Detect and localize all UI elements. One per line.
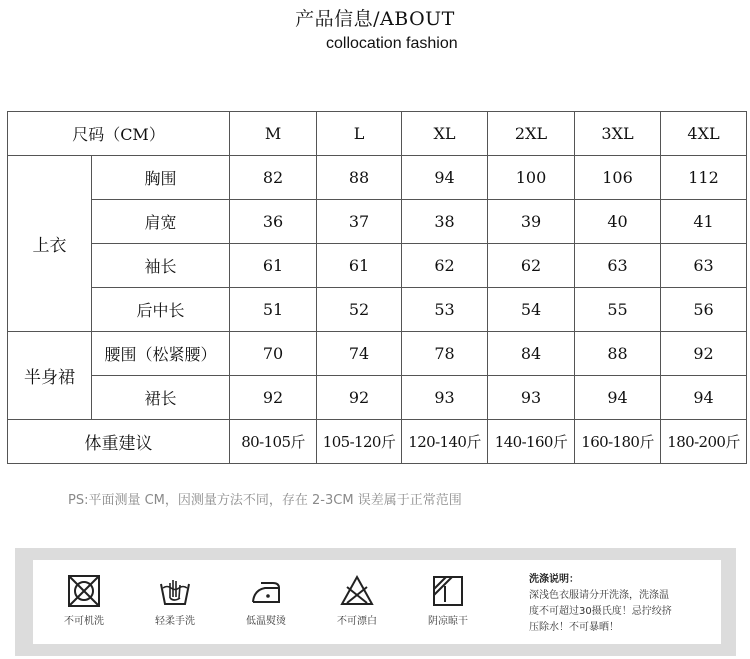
- measure-label: 肩宽: [92, 200, 230, 244]
- care-item: [49, 574, 119, 627]
- measure-label: 腰围（松紧腰）: [92, 332, 230, 376]
- care-instructions: [529, 572, 709, 636]
- value-cell: 53: [402, 288, 488, 332]
- table-row: [8, 200, 747, 244]
- value-cell: 106: [575, 156, 661, 200]
- size-header-cell: 4XL: [661, 112, 747, 156]
- value-cell: 94: [575, 376, 661, 420]
- weight-cell: 140-160斤: [488, 420, 575, 464]
- care-label: 阴凉晾干: [428, 616, 468, 627]
- low-temp-iron-icon: [231, 574, 301, 608]
- weight-label: 体重建议: [8, 420, 230, 464]
- value-cell: 62: [402, 244, 488, 288]
- value-cell: 52: [317, 288, 402, 332]
- value-cell: 39: [488, 200, 575, 244]
- gentle-hand-wash-icon: [140, 574, 210, 608]
- value-cell: 93: [402, 376, 488, 420]
- care-panel-inner: [33, 560, 721, 644]
- value-cell: 74: [317, 332, 402, 376]
- size-header-cell: M: [230, 112, 317, 156]
- group-label-skirt: 半身裙: [8, 332, 92, 420]
- value-cell: 40: [575, 200, 661, 244]
- no-bleach-icon: [322, 574, 392, 608]
- page-title: 产品信息/ABOUT: [295, 8, 455, 30]
- value-cell: 92: [317, 376, 402, 420]
- value-cell: 38: [402, 200, 488, 244]
- care-instructions-line: 压除水！不可暴晒！: [529, 622, 619, 633]
- value-cell: 36: [230, 200, 317, 244]
- table-row: [8, 156, 747, 200]
- value-cell: 70: [230, 332, 317, 376]
- measure-label: 裙长: [92, 376, 230, 420]
- weight-row: [8, 420, 747, 464]
- measure-label: 后中长: [92, 288, 230, 332]
- group-label-top: 上衣: [8, 156, 92, 332]
- value-cell: 88: [575, 332, 661, 376]
- weight-cell: 160-180斤: [575, 420, 661, 464]
- care-label: 不可机洗: [64, 616, 104, 627]
- value-cell: 61: [230, 244, 317, 288]
- measure-label: 胸围: [92, 156, 230, 200]
- weight-cell: 120-140斤: [402, 420, 488, 464]
- table-row: [8, 332, 747, 376]
- value-cell: 61: [317, 244, 402, 288]
- measure-label: 袖长: [92, 244, 230, 288]
- value-cell: 54: [488, 288, 575, 332]
- value-cell: 84: [488, 332, 575, 376]
- value-cell: 63: [661, 244, 747, 288]
- size-header-cell: L: [317, 112, 402, 156]
- value-cell: 100: [488, 156, 575, 200]
- weight-cell: 180-200斤: [661, 420, 747, 464]
- care-item: [140, 574, 210, 627]
- value-cell: 94: [661, 376, 747, 420]
- page-subtitle: collocation fashion: [326, 35, 458, 52]
- care-item: [413, 574, 483, 627]
- value-cell: 55: [575, 288, 661, 332]
- size-header-cell: 3XL: [575, 112, 661, 156]
- table-row: [8, 376, 747, 420]
- value-cell: 93: [488, 376, 575, 420]
- value-cell: 56: [661, 288, 747, 332]
- care-item: [231, 574, 301, 627]
- care-label: 不可漂白: [337, 616, 377, 627]
- value-cell: 88: [317, 156, 402, 200]
- size-table-body: [8, 112, 747, 464]
- value-cell: 51: [230, 288, 317, 332]
- care-instructions-line: 度不可超过30摄氏度！忌拧绞挤: [529, 606, 672, 617]
- value-cell: 92: [661, 332, 747, 376]
- value-cell: 41: [661, 200, 747, 244]
- shade-dry-icon: [413, 574, 483, 608]
- value-cell: 92: [230, 376, 317, 420]
- value-cell: 63: [575, 244, 661, 288]
- size-header-cell: 2XL: [488, 112, 575, 156]
- value-cell: 82: [230, 156, 317, 200]
- care-item: [322, 574, 392, 627]
- value-cell: 62: [488, 244, 575, 288]
- table-row: [8, 244, 747, 288]
- size-label-cell: 尺码（CM）: [8, 112, 230, 156]
- care-panel: [15, 548, 736, 656]
- care-label: 轻柔手洗: [155, 616, 195, 627]
- care-label: 低温熨烫: [246, 616, 286, 627]
- care-instructions-line: 深浅色衣服请分开洗涤，洗涤温: [529, 590, 669, 601]
- value-cell: 112: [661, 156, 747, 200]
- value-cell: 37: [317, 200, 402, 244]
- care-instructions-title: 洗涤说明：: [529, 574, 579, 585]
- weight-cell: 105-120斤: [317, 420, 402, 464]
- table-row: [8, 288, 747, 332]
- size-header-cell: XL: [402, 112, 488, 156]
- no-machine-wash-icon: [49, 574, 119, 608]
- header-row: [8, 112, 747, 156]
- value-cell: 78: [402, 332, 488, 376]
- measurement-note: PS:平面测量 CM，因测量方法不同，存在 2-3CM 误差属于正常范围: [68, 493, 462, 508]
- weight-cell: 80-105斤: [230, 420, 317, 464]
- value-cell: 94: [402, 156, 488, 200]
- size-table: [7, 111, 747, 464]
